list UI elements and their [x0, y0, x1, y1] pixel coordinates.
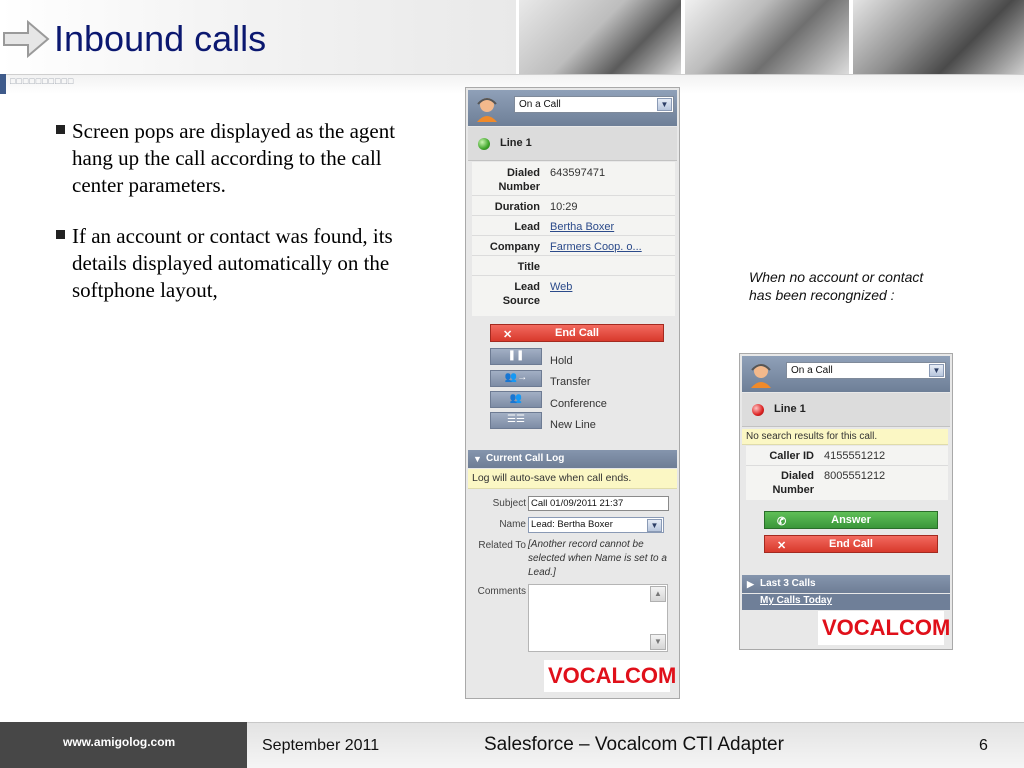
- call-log-header[interactable]: ▼ Current Call Log: [468, 450, 677, 468]
- end-call-button[interactable]: ✕ End Call: [490, 324, 664, 342]
- conference-button[interactable]: 👥: [490, 391, 542, 408]
- detail-label: Dialed Number: [498, 167, 540, 193]
- status-select[interactable]: On a Call ▼: [786, 362, 946, 379]
- status-select[interactable]: On a Call ▼: [514, 96, 674, 113]
- lead-source-link[interactable]: Web: [550, 281, 573, 293]
- bullet-item: Screen pops are displayed as the agent hang up the call according to the call center parameters.: [52, 118, 422, 199]
- detail-label: Lead Source: [502, 281, 540, 307]
- detail-row-lead: Lead Bertha Boxer: [472, 216, 675, 236]
- softphone-main: On a Call ▼ Line 1 Dialed Number 643597471 Duration 10:29 Lead Bertha Boxer Company Farmers Coop. o... Title Lead Source Web ✕ End Call ❚❚ Hold 👥→ Transfer 👥 Conference ☰☰ New Line ▼ Current Call Log Log will auto-save when call ends. Subject Call 01/09/2011 21:37 Name Lead: Bertha Boxer ▼ Related To [Another record cannot be selected when Name is set to a Lead.] Comments ▲ ▼ VOCALCOM: [465, 87, 680, 699]
- footer-url: www.amigolog.com: [63, 735, 176, 749]
- decorative-dots: □□□□□□□□□□: [10, 76, 75, 86]
- bullet-square-icon: [56, 230, 65, 239]
- my-calls-today-link[interactable]: My Calls Today: [760, 595, 833, 606]
- related-to-note: [Another record cannot be selected when Name is set to a Lead.]: [528, 539, 667, 578]
- chevron-down-icon: ▼: [647, 519, 662, 532]
- lead-link[interactable]: Bertha Boxer: [550, 221, 615, 233]
- agent-avatar-icon: [748, 360, 774, 388]
- detail-row-company: Company Farmers Coop. o...: [472, 236, 675, 256]
- my-calls-today-row: [742, 594, 950, 610]
- call-log-note: Log will auto-save when call ends.: [468, 469, 677, 489]
- line-status: Line 1: [468, 127, 677, 161]
- arrow-right-icon: [2, 16, 52, 62]
- expand-triangle-icon: ▶: [747, 579, 754, 589]
- header-photo: [851, 0, 1024, 74]
- vocalcom-logo: VOCALCOM: [544, 660, 670, 692]
- header-photo: [683, 0, 849, 74]
- page-number: 6: [979, 737, 988, 754]
- collapse-triangle-icon: ▼: [473, 454, 482, 464]
- bullet-square-icon: [56, 125, 65, 134]
- hang-up-icon: ✕: [777, 540, 787, 552]
- detail-row-title: Title: [472, 256, 675, 276]
- new-line-button[interactable]: ☰☰: [490, 412, 542, 429]
- softphone-toolbar: [742, 356, 950, 392]
- vocalcom-logo: VOCALCOM: [818, 611, 944, 645]
- detail-row-dialed-number: Dialed Number 643597471: [472, 162, 675, 196]
- scroll-down-icon[interactable]: ▼: [650, 634, 666, 650]
- answer-button[interactable]: ✆ Answer: [764, 511, 938, 529]
- subject-input[interactable]: Call 01/09/2011 21:37: [528, 496, 669, 511]
- footer-title: Salesforce – Vocalcom CTI Adapter: [484, 734, 784, 755]
- header-photo: [517, 0, 681, 74]
- call-details: [472, 162, 675, 316]
- softphone-small: [739, 353, 953, 650]
- hold-button[interactable]: ❚❚: [490, 348, 542, 365]
- call-details: [746, 446, 948, 500]
- detail-label: Dialed Number: [772, 470, 814, 496]
- phone-icon: ✆: [777, 516, 787, 528]
- hang-up-icon: ✕: [503, 329, 513, 341]
- scroll-up-icon[interactable]: ▲: [650, 586, 666, 602]
- side-note: When no account or contact has been recongnized :: [749, 269, 924, 303]
- line-status: Line 1: [742, 393, 950, 427]
- bullet-item: If an account or contact was found, its details displayed automatically on the softphone layout,: [52, 223, 422, 304]
- slide-header: [0, 0, 1024, 74]
- detail-row-dialed-number: Dialed Number 8005551212: [746, 466, 948, 500]
- line-idle-icon: [752, 404, 764, 416]
- detail-row-caller-id: Caller ID 4155551212: [746, 446, 948, 466]
- end-call-button[interactable]: ✕ End Call: [764, 535, 938, 553]
- bullet-list: [52, 118, 422, 328]
- company-link[interactable]: Farmers Coop. o...: [550, 241, 642, 253]
- agent-avatar-icon: [474, 94, 500, 122]
- chevron-down-icon: ▼: [929, 364, 944, 377]
- line-active-icon: [478, 138, 490, 150]
- page-title: Inbound calls: [54, 18, 267, 59]
- footer-date: September 2011: [262, 737, 380, 754]
- header-accent: [0, 74, 6, 94]
- detail-row-lead-source: [472, 276, 675, 310]
- no-results-note: No search results for this call.: [742, 429, 948, 445]
- name-select[interactable]: Lead: Bertha Boxer ▼: [528, 517, 664, 533]
- chevron-down-icon: ▼: [657, 98, 672, 111]
- transfer-button[interactable]: 👥→: [490, 370, 542, 387]
- detail-row-duration: Duration 10:29: [472, 196, 675, 216]
- softphone-toolbar: [468, 90, 677, 126]
- comments-textarea[interactable]: [528, 584, 668, 652]
- last-calls-header[interactable]: ▶ Last 3 Calls: [742, 575, 950, 593]
